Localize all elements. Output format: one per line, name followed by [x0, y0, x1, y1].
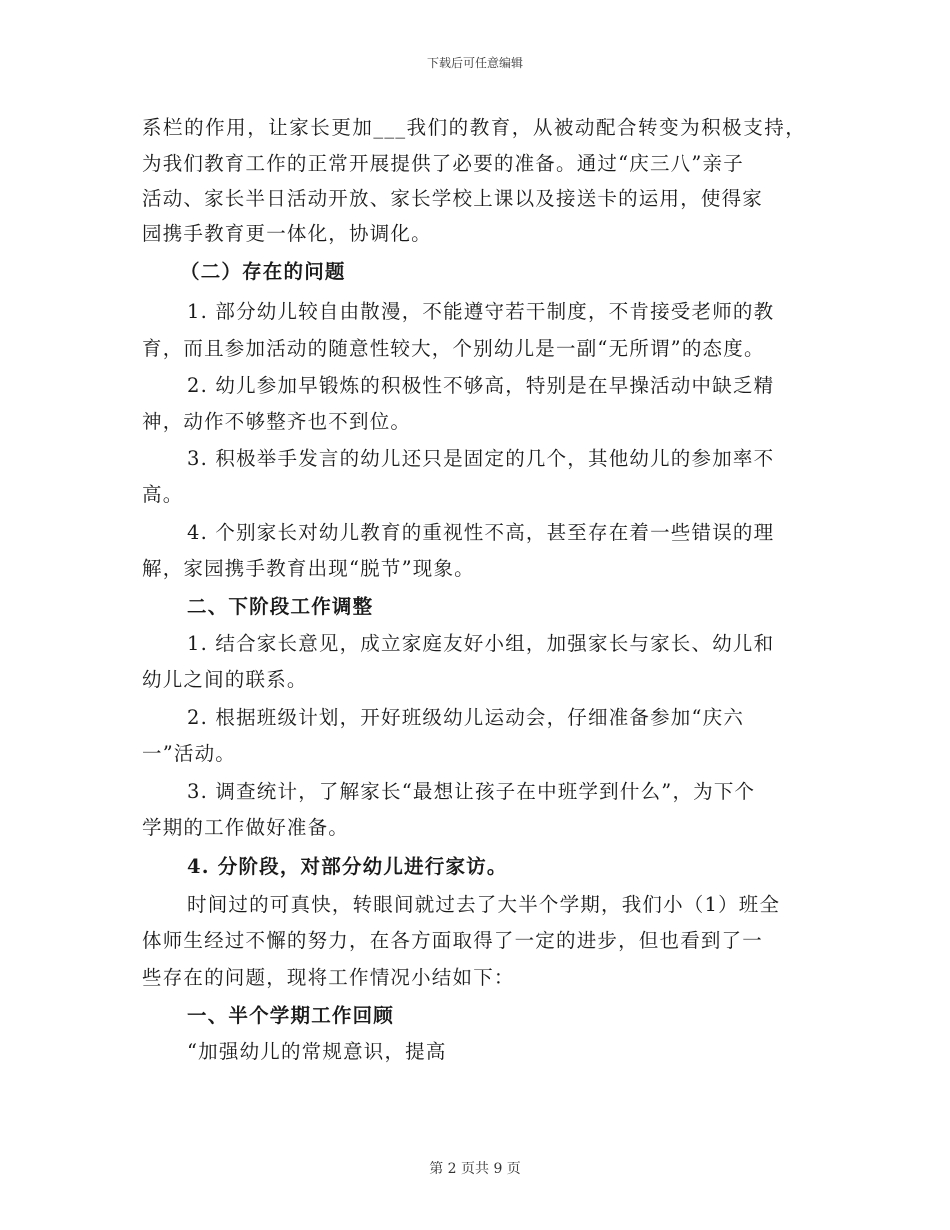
paragraph-line: 神，动作不够整齐也不到位。: [142, 410, 412, 433]
paragraph-line: 2. 根据班级计划，开好班级幼儿运动会，仔细准备参加“庆六: [187, 706, 745, 729]
paragraph-line: 3. 调查统计，了解家长“最想让孩子在中班学到什么”，为下个: [187, 780, 756, 803]
paragraph-line: 3. 积极举手发言的幼儿还只是固定的几个，其他幼儿的参加率不: [187, 447, 775, 470]
paragraph-line: 体师生经过不懈的努力，在各方面取得了一定的进步，但也看到了一: [142, 929, 764, 952]
paragraph-line: 解，家园携手教育出现“脱节”现象。: [142, 557, 475, 580]
section-heading: 二、下阶段工作调整: [187, 595, 374, 618]
paragraph-line: “加强幼儿的常规意识，提高: [187, 1040, 447, 1063]
page-footer: 第 2 页共 9 页: [429, 1161, 521, 1177]
paragraph-line: 高。: [142, 483, 184, 506]
paragraph-line: 些存在的问题，现将工作情况小结如下：: [142, 966, 515, 989]
section-heading: （二）存在的问题: [180, 260, 346, 283]
paragraph-line: 一”活动。: [142, 742, 236, 765]
paragraph-line: 学期的工作做好准备。: [142, 816, 350, 839]
page-header: 下载后可任意编辑: [426, 56, 523, 70]
paragraph-line: 系栏的作用，让家长更加___我们的教育，从被动配合转变为积极支持，: [142, 116, 806, 139]
section-heading: 一、半个学期工作回顾: [187, 1004, 395, 1027]
paragraph-line: 4. 个别家长对幼儿教育的重视性不高，甚至存在着一些错误的理: [187, 521, 775, 544]
paragraph-line: 幼儿之间的联系。: [142, 668, 308, 691]
paragraph-line: 1. 部分幼儿较自由散漫，不能遵守若干制度，不肯接受老师的教: [187, 300, 775, 323]
paragraph-line: 1. 结合家长意见，成立家庭友好小组，加强家长与家长、幼儿和: [187, 632, 775, 655]
paragraph-line: 时间过的可真快，转眼间就过去了大半个学期，我们小（1）班全: [187, 893, 781, 916]
paragraph-line: 活动、家长半日活动开放、家长学校上课以及接送卡的运用，使得家: [142, 187, 764, 210]
section-heading: 4. 分阶段，对部分幼儿进行家访。: [187, 855, 508, 878]
paragraph-line: 为我们教育工作的正常开展提供了必要的准备。通过“庆三八”亲子: [142, 152, 744, 175]
paragraph-line: 园携手教育更一体化，协调化。: [142, 222, 432, 245]
paragraph-line: 2. 幼儿参加早锻炼的积极性不够高，特别是在早操活动中缺乏精: [187, 374, 775, 397]
paragraph-line: 育，而且参加活动的随意性较大，个别幼儿是一副“无所谓”的态度。: [142, 337, 765, 360]
